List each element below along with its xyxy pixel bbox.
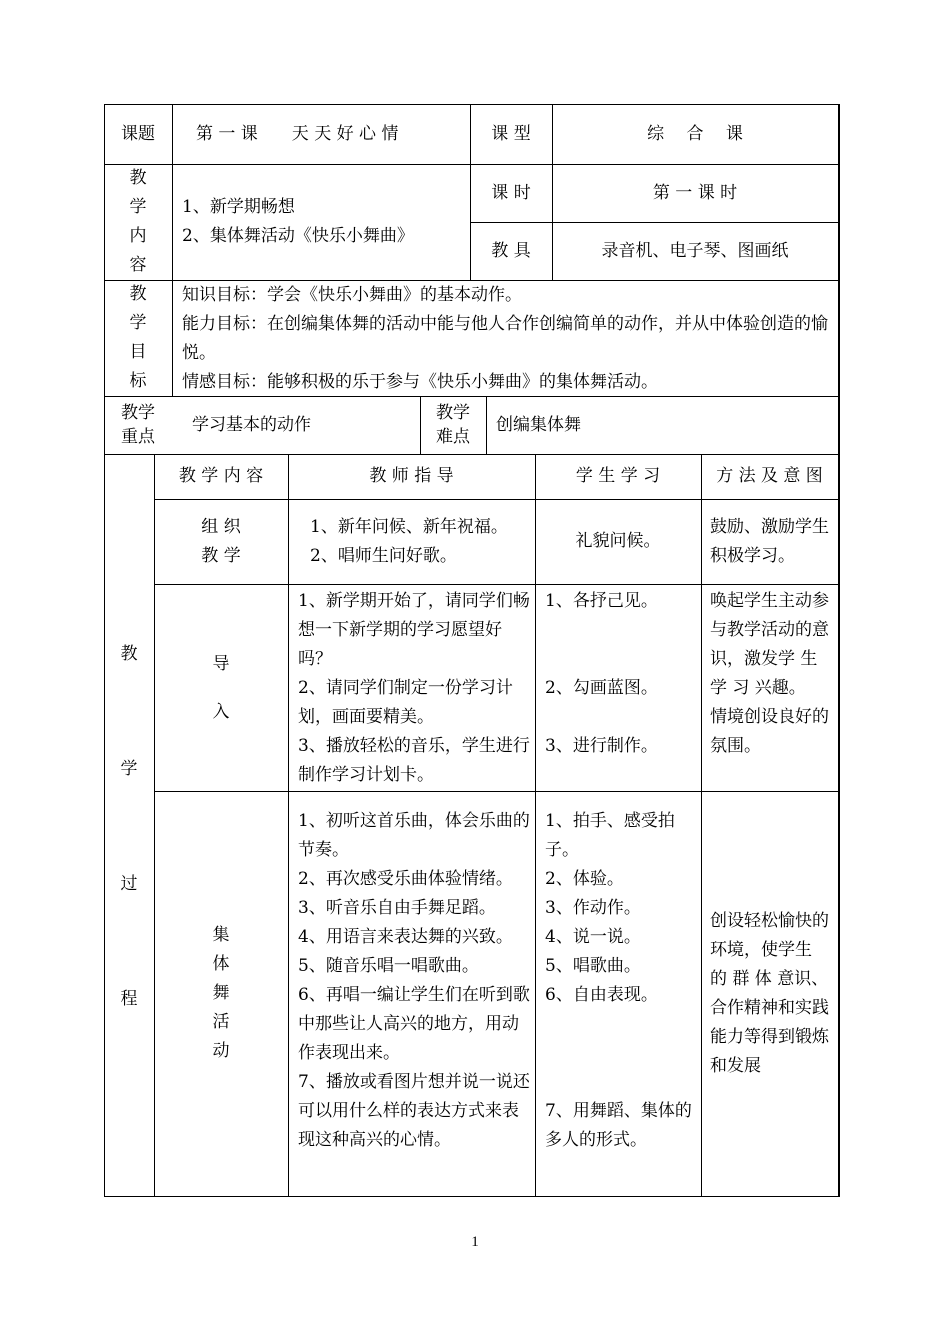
- topic-value: 第 一 课 天 天 好 心 情: [196, 123, 399, 144]
- header-student: 学 生 学 习: [575, 466, 661, 486]
- process-label-char: 过: [120, 874, 138, 894]
- col-divider: [486, 396, 487, 454]
- table-border-right: [838, 104, 840, 1197]
- content-item: 2、集体舞活动《快乐小舞曲》: [182, 226, 414, 246]
- table-row-content: 集 体 舞 活 动: [212, 925, 230, 1061]
- difficulty-label: 教学 难点: [436, 403, 470, 447]
- difficulty-value: 创编集体舞: [496, 414, 581, 435]
- topic-label: 课题: [121, 123, 155, 144]
- table-row-student: 礼貌问候。: [575, 531, 661, 551]
- key-points-value: 学习基本的动作: [192, 414, 311, 435]
- table-row-student: 1、拍手、感受拍子。 2、体验。 3、作动作。 4、说一说。 5、唱歌曲。 6、自由表现。 7、用舞蹈、集体的多人的形式。: [545, 811, 692, 1150]
- table-row-student: 1、各抒己见。 2、勾画蓝图。 3、进行制作。: [545, 591, 658, 756]
- table-row-teacher: 1、新学期开始了，请同学们畅想一下新学期的学习愿望好吗？ 2、请同学们制定一份学习计划，画面要精美。 3、播放轻松的音乐，学生进行制作学习计划卡。: [298, 591, 530, 785]
- header-content: 教 学 内 容: [178, 466, 264, 486]
- table-border-bottom: [104, 1196, 840, 1197]
- table-row-content: 导 入: [212, 653, 230, 722]
- goals-text: 知识目标：学会《快乐小舞曲》的基本动作。 能力目标：在创编集体舞的活动中能与他人合作创编简单的动作，并从中体验创造的愉悦。 情感目标：能够积极的乐于参与《快乐小舞曲》的集体舞活动。: [182, 285, 828, 392]
- page-number: 1: [471, 1234, 479, 1250]
- process-label-char: 学: [120, 759, 138, 779]
- process-label-char: 程: [120, 989, 138, 1009]
- goals-label: 教 学 目 标: [129, 284, 147, 391]
- key-points-label: 教学 重点: [121, 403, 155, 447]
- table-row-content: 组 织 教 学: [201, 516, 241, 566]
- lesson-type-label: 课 型: [491, 123, 531, 144]
- process-label-char: 教: [120, 644, 138, 664]
- table-row-method: 创设轻松愉快的环境，使学生 的 群 体 意识、合作精神和实践能力等得到锻炼和发展: [710, 910, 829, 1076]
- table-row-method: 鼓励、激励学生积极学习。: [710, 516, 829, 566]
- table-row-teacher: 1、初听这首乐曲，体会乐曲的节奏。 2、再次感受乐曲体验情绪。 3、听音乐自由手舞足蹈。 4、用语言来表达舞的兴致。 5、随音乐唱一唱歌曲。 6、再唱一编让学生们在听到歌中那些让人高兴的地方，用动作表现出来。 7、播放或看图片想并说一说还可以用什么样的表达方式来表现这种高兴的心情。: [298, 811, 530, 1150]
- col-divider: [288, 454, 289, 1196]
- lesson-type-value: 综 合 课: [647, 123, 743, 144]
- content-label: 教 学 内 容: [129, 168, 147, 275]
- content-list: [182, 164, 470, 280]
- content-item: 1、新学期畅想: [182, 197, 295, 217]
- table-row-teacher: 1、新年问候、新年祝福。 2、唱师生问好歌。: [310, 516, 508, 566]
- lesson-hours-label: 课 时: [491, 182, 531, 203]
- col-divider: [172, 104, 173, 396]
- lesson-hours-value: 第 一 课 时: [652, 182, 738, 203]
- teaching-tools-label: 教 具: [491, 240, 531, 261]
- table-row-method: 唤起学生主动参与教学活动的意识，激发学 生 学 习 兴趣。 情境创设良好的氛围。: [710, 591, 829, 756]
- col-divider: [701, 454, 702, 1196]
- header-method: 方 法 及 意 图: [716, 466, 823, 486]
- teaching-tools-value: 录音机、电子琴、图画纸: [601, 240, 789, 261]
- header-teacher: 教 师 指 导: [369, 466, 454, 486]
